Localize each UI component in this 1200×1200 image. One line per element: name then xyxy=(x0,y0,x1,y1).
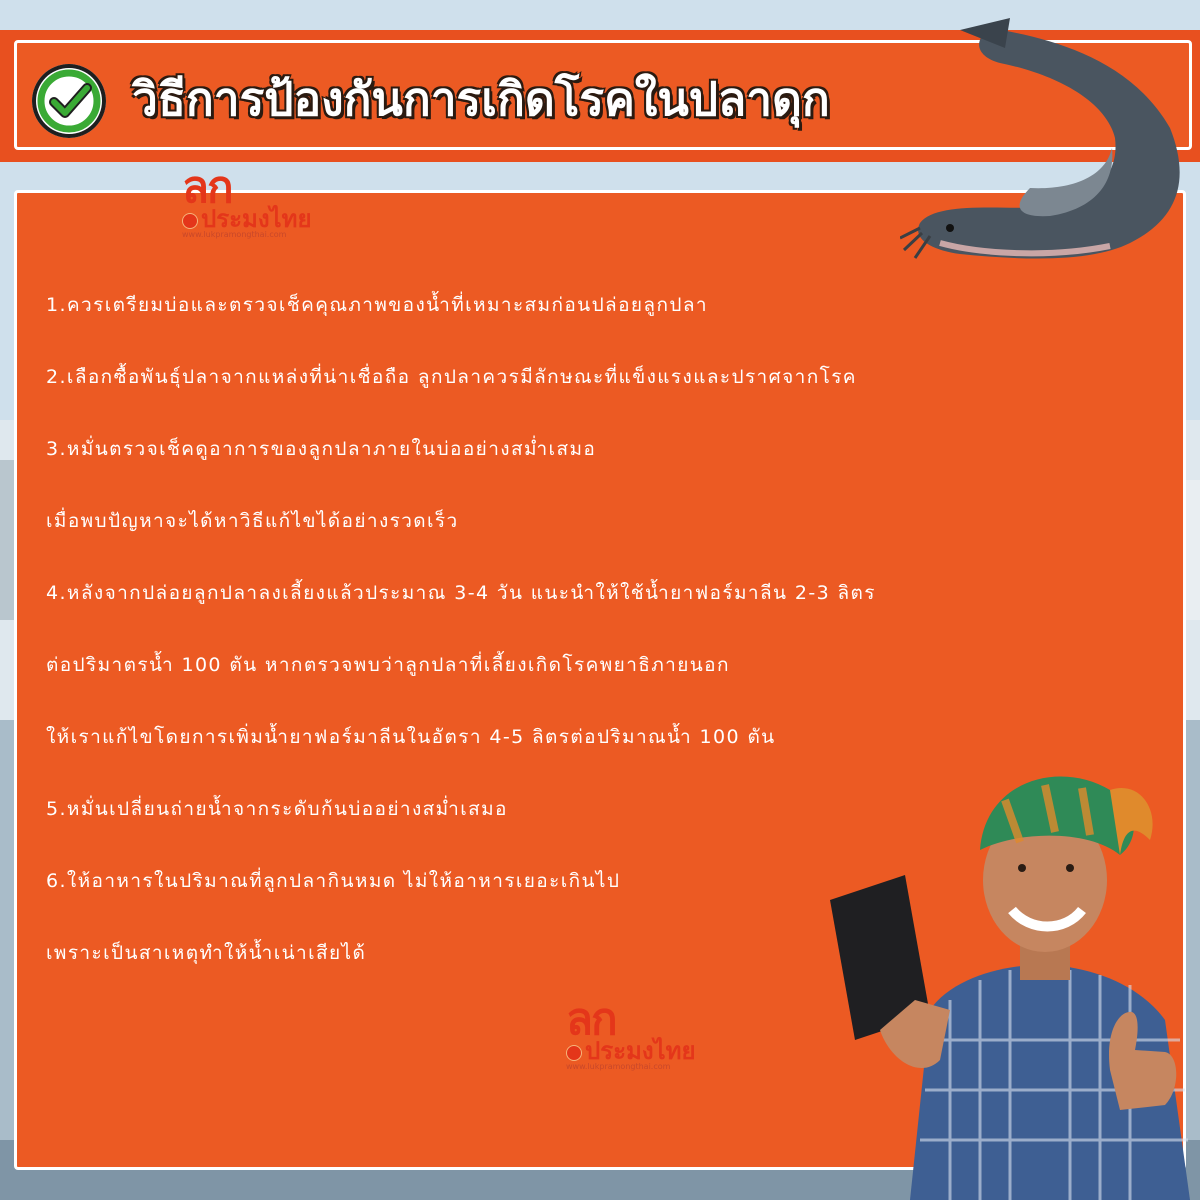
check-circle-icon xyxy=(32,64,106,138)
content-line-3: 3.หมั่นตรวจเช็คดูอาการของลูกปลาภายในบ่ออย่างสม่ำเสมอ xyxy=(46,438,597,460)
content-line-7: ให้เราแก้ไขโดยการเพิ่มน้ำยาฟอร์มาลีนในอัตรา 4-5 ลิตรต่อปริมาณน้ำ 100 ตัน xyxy=(46,726,776,748)
content-line-5: 4.หลังจากปล่อยลูกปลาลงเลี้ยงแล้วประมาณ 3-4 วัน แนะนำให้ใช้น้ำยาฟอร์มาลีน 2-3 ลิตร xyxy=(46,582,876,604)
content-line-4: เมื่อพบปัญหาจะได้หาวิธีแก้ไขได้อย่างรวดเร็ว xyxy=(46,510,459,532)
content-line-9: 6.ให้อาหารในปริมาณที่ลูกปลากินหมด ไม่ให้อาหารเยอะเกินไป xyxy=(46,870,621,892)
farmer-image xyxy=(820,760,1200,1200)
badge-icon xyxy=(182,213,198,229)
content-line-8: 5.หมั่นเปลี่ยนถ่ายน้ำจากระดับก้นบ่ออย่างสม่ำเสมอ xyxy=(46,798,508,820)
badge-icon xyxy=(566,1045,582,1061)
page-title: วิธีการป้องกันการเกิดโรคในปลาดุก xyxy=(132,72,830,126)
catfish-image xyxy=(900,18,1200,268)
content-line-2: 2.เลือกซื้อพันธุ์ปลาจากแหล่งที่น่าเชื่อถือ ลูกปลาควรมีลักษณะที่แข็งแรงและปราศจากโรค xyxy=(46,366,857,388)
watermark-logo-top: ลก ประมงไทย www.lukpramongthai.com xyxy=(182,162,312,239)
watermark-logo-bottom: ลก ประมงไทย www.lukpramongthai.com xyxy=(566,994,696,1071)
checkmark-icon xyxy=(32,64,106,138)
content-line-10: เพราะเป็นสาเหตุทำให้น้ำเน่าเสียได้ xyxy=(46,942,367,964)
content-line-6: ต่อปริมาตรน้ำ 100 ตัน หากตรวจพบว่าลูกปลาที่เลี้ยงเกิดโรคพยาธิภายนอก xyxy=(46,654,730,676)
content-line-1: 1.ควรเตรียมบ่อและตรวจเช็คคุณภาพของน้ำที่เหมาะสมก่อนปล่อยลูกปลา xyxy=(46,294,708,316)
